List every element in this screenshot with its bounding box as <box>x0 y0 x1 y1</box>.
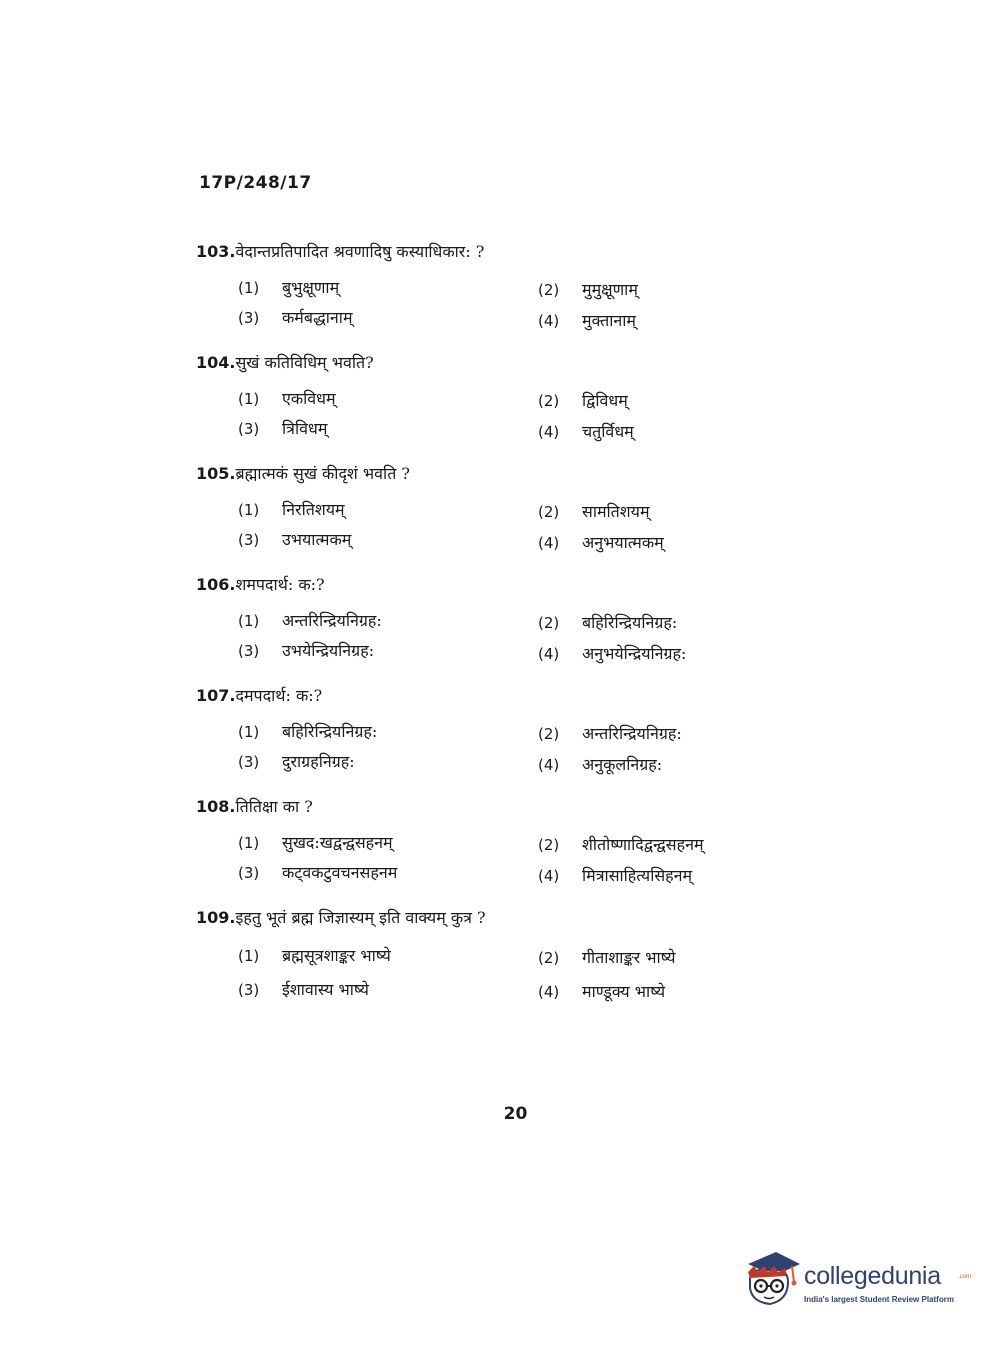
question-text: इहतु भूतं ब्रह्म जिज्ञास्यम् इति वाक्यम् कुत्र ? <box>235 908 486 927</box>
question-list <box>196 240 756 1017</box>
option-3: (3) दुराग्रहनिग्रह: <box>238 752 355 771</box>
question-109 <box>196 906 756 1017</box>
option-3: (3) उभयात्मकम् <box>238 530 352 549</box>
question-text: शमपदार्थ: क:? <box>235 575 325 594</box>
option-2: (2) सामतिशयम् <box>538 502 650 521</box>
option-4: (4) अनुभयेन्द्रियनिग्रह: <box>538 644 687 663</box>
option-1: (1) सुखद:खद्वन्द्वसहनम् <box>238 833 393 852</box>
option-4: (4) अनुभयात्मकम् <box>538 533 664 552</box>
brand-domain: .com <box>958 1274 972 1280</box>
option-4: (4) चतुर्विधम् <box>538 422 634 441</box>
option-3: (3) कट्वकटुवचनसहनम <box>238 863 398 882</box>
question-number: 105. <box>196 464 236 483</box>
question-103 <box>196 240 756 351</box>
question-text: ब्रह्मात्मकं सुखं कीदृशं भवति ? <box>235 464 410 483</box>
question-text: सुखं कतिविधिम् भवति? <box>235 353 374 372</box>
collegedunia-watermark <box>740 1248 980 1318</box>
question-107 <box>196 684 756 795</box>
question-105 <box>196 462 756 573</box>
option-1: (1) बुभुक्षूणाम् <box>238 278 340 297</box>
question-106 <box>196 573 756 684</box>
question-number: 108. <box>196 797 236 816</box>
option-1: (1) बहिरिन्द्रियनिग्रह: <box>238 722 378 741</box>
brand-tagline: India's largest Student Review Platform <box>804 1295 954 1304</box>
option-4: (4) अनुकूलनिग्रह: <box>538 755 663 774</box>
option-2: (2) द्विविधम् <box>538 391 628 410</box>
option-1: (1) एकविधम् <box>238 389 336 408</box>
option-1: (1) अन्तरिन्द्रियनिग्रह: <box>238 611 382 630</box>
question-number: 107. <box>196 686 236 705</box>
paper-code: 17P/248/17 <box>199 173 312 193</box>
question-number: 109. <box>196 908 236 927</box>
option-2: (2) गीताशाङ्कर भाष्ये <box>538 948 676 967</box>
option-2: (2) बहिरिन्द्रियनिग्रह: <box>538 613 678 632</box>
question-104 <box>196 351 756 462</box>
question-number: 104. <box>196 353 236 372</box>
option-3: (3) उभयेन्द्रियनिग्रह: <box>238 641 375 660</box>
option-3: (3) त्रिविधम् <box>238 419 328 438</box>
mascot-logo-icon <box>740 1248 802 1310</box>
question-number: 106. <box>196 575 236 594</box>
option-4: (4) माण्डूक्य भाष्ये <box>538 982 666 1001</box>
page-number: 20 <box>503 1104 528 1124</box>
option-3: (3) ईशावास्य भाष्ये <box>238 980 369 999</box>
option-1: (1) निरतिशयम् <box>238 500 345 519</box>
question-108 <box>196 795 756 906</box>
option-4: (4) मित्रासाहित्यसिहनम् <box>538 866 693 885</box>
question-text: वेदान्तप्रतिपादित श्रवणादिषु कस्याधिकार: ? <box>235 242 485 261</box>
question-number: 103. <box>196 242 236 261</box>
option-2: (2) अन्तरिन्द्रियनिग्रह: <box>538 724 682 743</box>
brand-name: collegedunia <box>804 1262 941 1290</box>
option-3: (3) कर्मबद्धानाम् <box>238 308 353 327</box>
option-4: (4) मुक्तानाम् <box>538 311 637 330</box>
option-2: (2) शीतोष्णादिद्वन्द्वसहनम् <box>538 835 704 854</box>
option-2: (2) मुमुक्षूणाम् <box>538 280 638 299</box>
option-1: (1) ब्रह्मसूत्रशाङ्कर भाष्ये <box>238 946 391 965</box>
question-text: दमपदार्थ: क:? <box>235 686 323 705</box>
question-text: तितिक्षा का ? <box>235 797 313 816</box>
